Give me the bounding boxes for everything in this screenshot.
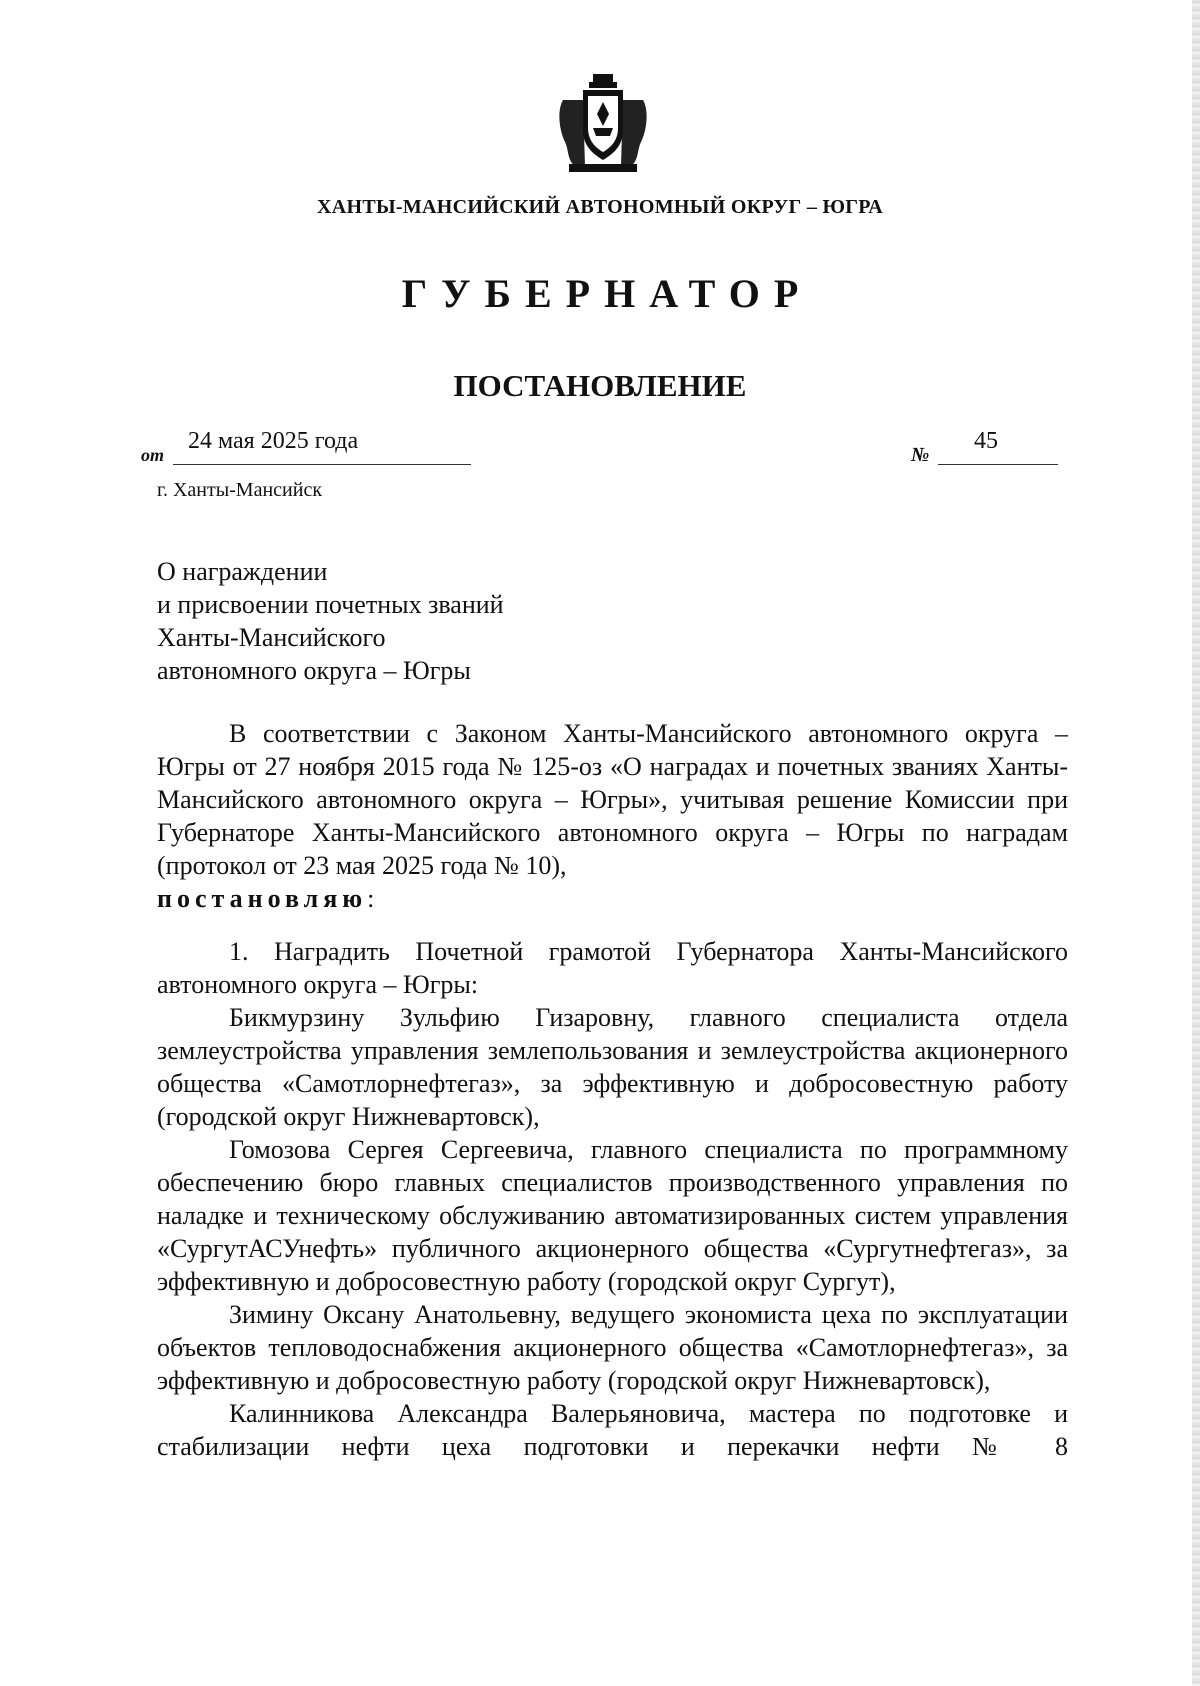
preamble-paragraph (157, 717, 1068, 915)
subject-line: и присвоении почетных званий (157, 590, 504, 619)
resolve-colon: : (367, 884, 375, 913)
coat-of-arms-emblem-icon (555, 70, 651, 174)
region-title: ХАНТЫ-МАНСИЙСКИЙ АВТОНОМНЫЙ ОКРУГ – ЮГРА (317, 196, 883, 218)
document-type-heading: ПОСТАНОВЛЕНИЕ (453, 368, 747, 403)
document-body (157, 717, 1068, 1463)
number-prefix: № (911, 444, 930, 466)
date-field (141, 428, 471, 468)
item-1-paragraph: 1. Наградить Почетной грамотой Губернатора Ханты-Мансийского автономного округа – Югры: (157, 937, 1068, 999)
city-line: г. Ханты-Мансийск (157, 479, 323, 501)
awardee-paragraph: Бикмурзину Зульфию Гизаровну, главного специалиста отдела землеустройства управления землепользования и землеустройства акционерного общества «Самотлорнефтегаз», за эффективную и добросовестную работу (городской округ Нижневартовск), (157, 1003, 1068, 1131)
subject-line: автономного округа – Югры (157, 656, 471, 685)
number-underline (938, 464, 1058, 465)
scan-edge (1192, 0, 1200, 1686)
subject-line: О награждении (157, 557, 328, 586)
number-field (911, 428, 1061, 468)
resolve-word: постановляю (157, 884, 368, 913)
document-date: 24 мая 2025 года (188, 428, 359, 454)
document-number: 45 (974, 428, 998, 454)
governor-heading: ГУБЕРНАТОР (401, 271, 813, 316)
date-prefix: от (141, 445, 165, 465)
preamble-text: В соответствии с Законом Ханты-Мансийского автономного округа – Югры от 27 ноября 2015 года № 125-оз «О наградах и почетных званиях Ханты-Мансийского автономного округа – Югры», учитывая решение Комиссии при Губернаторе Ханты-Мансийского автономного округа – Югры по наградам (протокол от 23 мая 2025 года № 10), (157, 719, 1068, 880)
subject-line: Ханты-Мансийского (157, 623, 386, 652)
document-subject (157, 555, 757, 687)
date-underline (173, 464, 471, 465)
awardee-paragraph: Зимину Оксану Анатольевну, ведущего экономиста цеха по эксплуатации объектов тепловодоснабжения акционерного общества «Самотлорнефтегаз», за эффективную и добросовестную работу (городской округ Нижневартовск), (157, 1300, 1068, 1395)
awardee-paragraph: Гомозова Сергея Сергеевича, главного специалиста по программному обеспечению бюро главных специалистов производственного управления по наладке и техническому обслуживанию автоматизированных систем управления «СургутАСУнефть» публичного акционерного общества «Сургутнефтегаз», за эффективную и добросовестную работу (городской округ Сургут), (157, 1135, 1068, 1296)
awardee-paragraph: Калинникова Александра Валерьяновича, мастера по подготовке и стабилизации нефти цеха подготовки и перекачки нефти № 8 (157, 1399, 1068, 1461)
